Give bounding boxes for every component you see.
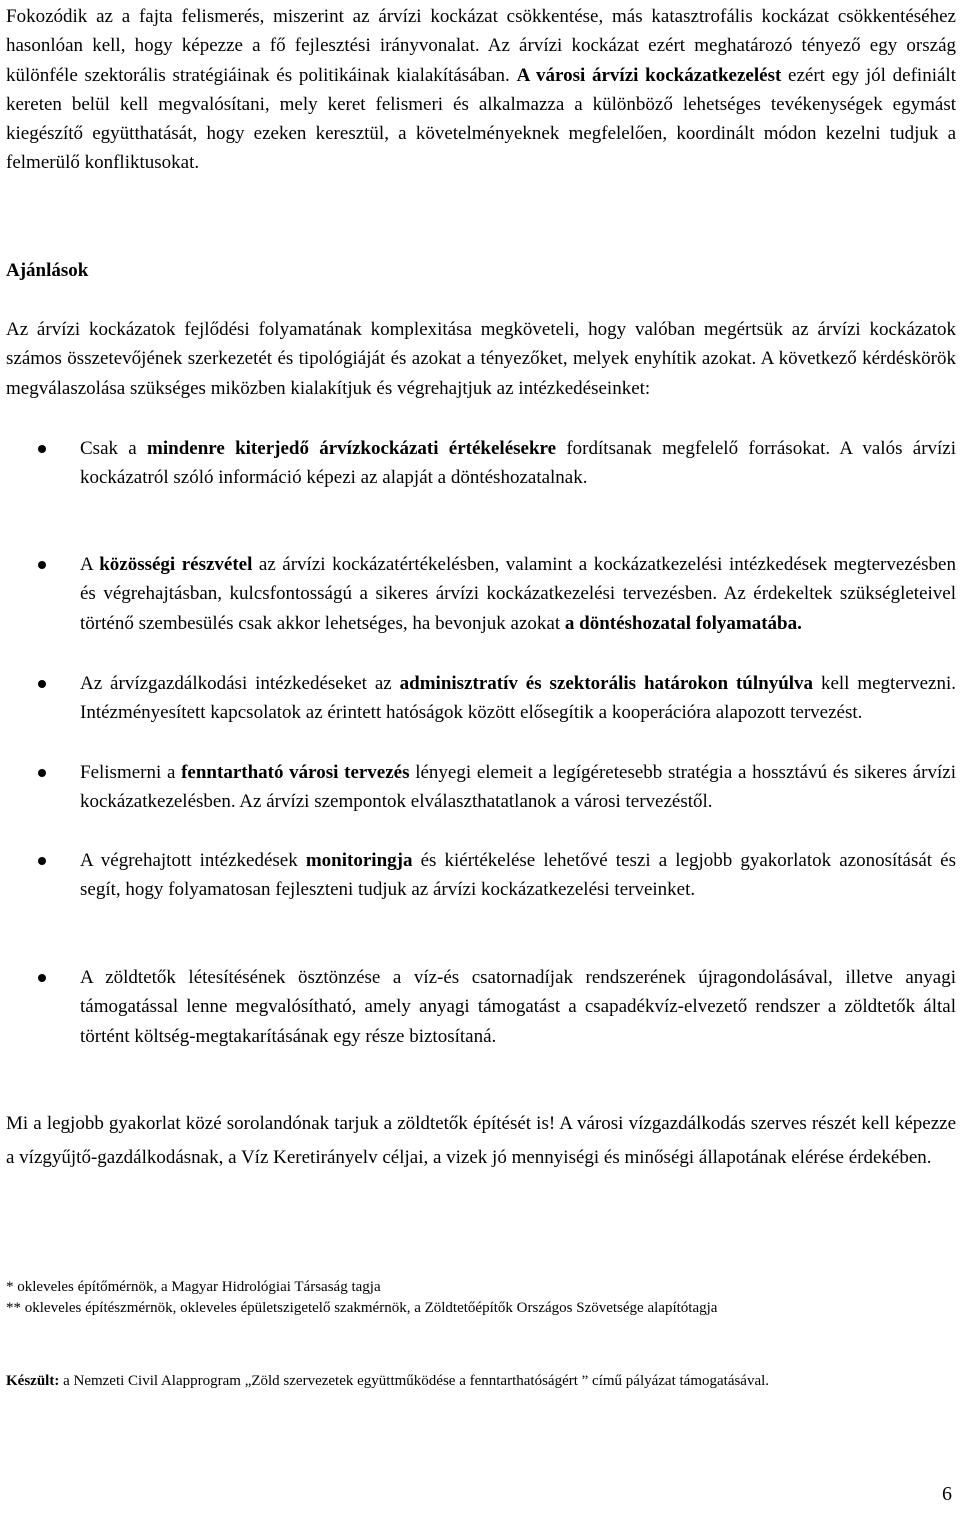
bullet-icon bbox=[38, 680, 46, 688]
bullet-icon bbox=[38, 974, 46, 982]
credit-text: a Nemzeti Civil Alapprogram „Zöld szervezetek együttműködése a fenntarthatóságért ” című pályázat támogatásával. bbox=[59, 1373, 770, 1389]
list-item: A végrehajtott intézkedések monitoringja és kiértékelése lehetővé teszi a legjobb gyakorlatok azonosítását és segít, hogy folyamatosan fejleszteni tudjuk az árvízi kockázatkezelési terveinket. bbox=[80, 846, 956, 905]
bullet-icon bbox=[38, 561, 46, 569]
list-item: Az árvízgazdálkodási intézkedéseket az adminisztratív és szektorális határokon túlnyúlva kell megtervezni. Intézményesített kapcsolatok az érintett hatóságok között elősegítik a kooperációra alapozott tervezést. bbox=[80, 669, 956, 728]
list-item: A zöldtetők létesítésének ösztönzése a víz-és csatornadíjak rendszerének újragondolásával, illetve anyagi támogatással lenne megvalósítható, amely anyagi támogatást a csapadékvíz-elvezető rendszer a zöldtetők által történt költség-megtakarításának egy része biztosítaná. bbox=[80, 963, 956, 1051]
bullet-icon bbox=[38, 445, 46, 453]
bullet-icon bbox=[38, 769, 46, 777]
closing-paragraph: Mi a legjobb gyakorlat közé sorolandónak tarjuk a zöldtetők építését is! A városi vízgazdálkodás szerves részét kell képezze a vízgyűjtő-gazdálkodásnak, a Víz Keretirányelv céljai, a vizek jó mennyiségi és minőségi állapotának elérése érdekében. bbox=[6, 1113, 956, 1168]
list-item: A közösségi részvétel az árvízi kockázatértékelésben, valamint a kockázatkezelési intézkedések megtervezésben és végrehajtásban, kulcsfontosságú a sikeres árvízi kockázatkezelési tervezésben. Az érdekeltek szükségleteivel történő szembesülés csak akkor lehetséges, ha bevonjuk azokat a döntéshozatal folyamatába. bbox=[80, 550, 956, 638]
credit-label: Készült: bbox=[6, 1373, 60, 1389]
intro-lead-text: Fokozódik az a fajta felismerés, miszerint az árvízi kockázat csökkentése, más katasztrofális kockázat csökkentéséhez hasonlóan kell, hogy képezze a fő fejlesztési irányvonalat. Az árvízi kockázat ezért meghatározó tényező egy ország különféle szektorális stratégiáinak és politikáinak kialakításában. bbox=[6, 6, 956, 86]
footnote-1: * okleveles építőmérnök, a Magyar Hidrológiai Társaság tagja bbox=[6, 1279, 381, 1295]
page-number: 6 bbox=[942, 1483, 952, 1505]
bullet-icon bbox=[38, 857, 46, 865]
footnote-2: ** okleveles építészmérnök, okleveles épületszigetelő szakmérnök, a Zöldtetőépítők Országos Szövetsége alapítótagja bbox=[6, 1300, 718, 1316]
intro-bold-text: A városi árvízi kockázatkezelést bbox=[516, 64, 782, 86]
intro-paragraph bbox=[6, 2, 956, 178]
recommendations-intro: Az árvízi kockázatok fejlődési folyamatának komplexitása megköveteli, hogy valóban megértsük az árvízi kockázatok számos összetevőjének szerkezetét és tipológiáját és azokat a tényezőket, melyek enyhítik azokat. A következő kérdéskörök megválaszolása szükséges miközben kialakítjuk és végrehajtjuk az intézkedéseinket: bbox=[6, 319, 956, 399]
section-heading: Ajánlások bbox=[6, 260, 89, 281]
list-item: Csak a mindenre kiterjedő árvízkockázati értékelésekre fordítsanak megfelelő forrásokat. A valós árvízi kockázatról szóló információ képezi az alapját a döntéshozatalnak. bbox=[80, 434, 956, 493]
credit-line bbox=[6, 1370, 956, 1393]
intro-rest-text: ezért egy jól definiált kereten belül kell megvalósítani, mely keret felismeri és alkalmazza a különböző lehetséges tevékenységek egymást kiegészítő együtthatását, hogy ezeken keresztül, a követelményeknek megfelelően, koordinált módon kezelni tudjuk a felmerülő konfliktusokat. bbox=[6, 64, 956, 174]
footnotes bbox=[6, 1277, 956, 1319]
list-item: Felismerni a fenntartható városi tervezés lényegi elemeit a legígéretesebb stratégia a hossztávú és sikeres árvízi kockázatkezelésben. Az árvízi szempontok elválaszthatatlanok a városi tervezéstől. bbox=[80, 758, 956, 817]
